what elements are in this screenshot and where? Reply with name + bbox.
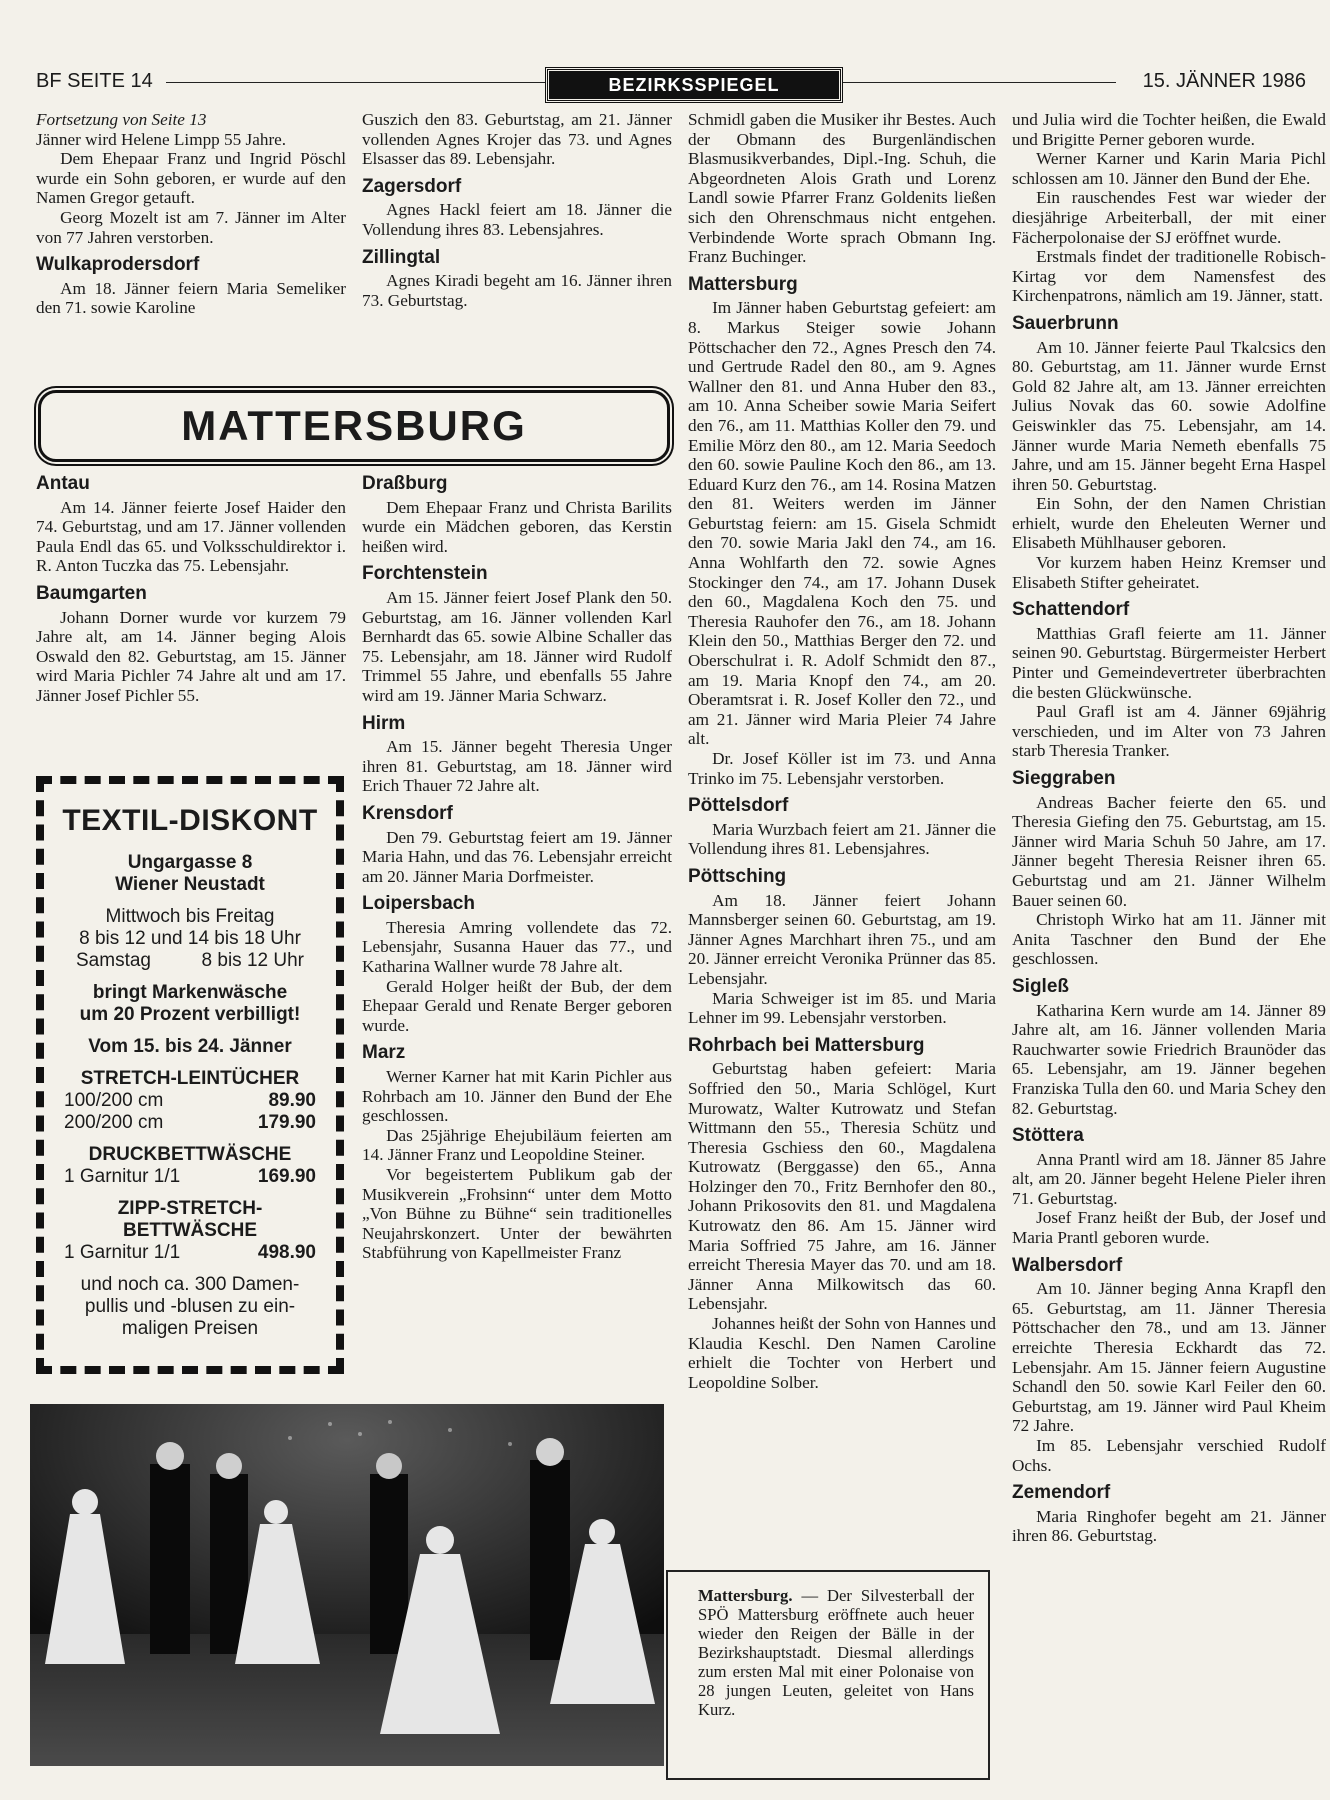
continuation-note: Fortsetzung von Seite 13: [36, 110, 207, 129]
section-heading: Loipersbach: [362, 893, 475, 915]
section-heading: Zagersdorf: [362, 175, 462, 197]
column-1: [36, 474, 346, 706]
ad-item-label: 200/200 cm: [64, 1112, 164, 1133]
ad-title: TEXTIL-DISKONT: [62, 804, 318, 837]
paragraph: Dem Ehepaar Franz und Ingrid Pöschl wurde ein Sohn geboren, er wurde auf den Namen Gregor getauft.: [36, 149, 346, 208]
section-heading: Baumgarten: [36, 582, 147, 604]
ad-promo: um 20 Prozent verbilligt!: [79, 1004, 301, 1025]
ad-dates: Vom 15. bis 24. Jänner: [88, 1036, 292, 1057]
paragraph: Geburtstag haben gefeiert: Maria Soffried den 50., Maria Schlögel, Kurt Murowatz, Walter Kutrowatz und Stefan Wittmann den 55., Theresia Schütz und Theresia Gschiess den 60., Magdalena Kutrowatz (Berggasse) den 65., Anna Holzinger den 70., Fritz Bernhofer den 80., Johann Prikosovits den 81. und Magdalena Kutrowatz den 86. Am 15. Jänner wird Maria Soffried 75 Jahre, am 16. Jänner erreicht Theresia Mayer das 70. und am 18. Jänner Anna Milkowitsch das 60. Lebensjahr.: [688, 1059, 996, 1314]
section-heading: Rohrbach bei Mattersburg: [688, 1034, 925, 1056]
column-2-top: [362, 110, 672, 310]
page-number: BF SEITE 14: [36, 70, 159, 93]
dancers-photo-illustration: [30, 1404, 664, 1766]
paragraph: Paul Grafl ist am 4. Jänner 69jährig verschieden, und im Alter von 73 Jahren starb Theresia Tranker.: [1012, 702, 1326, 761]
paragraph: Jänner wird Helene Limpp 55 Jahre.: [36, 129, 287, 149]
paragraph: Gerald Holger heißt der Bub, der dem Ehepaar Gerald und Renate Berger geboren wurde.: [362, 976, 672, 1035]
section-heading: Mattersburg: [688, 273, 798, 295]
section-heading: Marz: [362, 1042, 406, 1064]
paragraph: Am 14. Jänner feierte Josef Haider den 74. Geburtstag, und am 17. Jänner vollenden Paula Endl das 65. und Volksschuldirektor i. R. Anton Tuczka das 75. Lebensjahr.: [36, 497, 346, 576]
section-title: BEZIRKSSPIEGEL: [546, 68, 842, 102]
section-heading: Zemendorf: [1012, 1482, 1111, 1504]
paragraph: Johann Dorner wurde vor kurzem 79 Jahre alt, am 14. Jänner beging Alois Oswald den 82. Geburtstag, am 15. Jänner wird Maria Pichler 74 Jahre alt und am 17. Jänner Josef Pichler 55.: [36, 607, 346, 705]
ad-hours-time: 8 bis 12 Uhr: [201, 950, 304, 971]
ad-hours-label: Samstag: [76, 950, 151, 971]
section-heading: Krensdorf: [362, 802, 453, 824]
paragraph: Agnes Kiradi begeht am 16. Jänner ihren 73. Geburtstag.: [362, 271, 672, 310]
paragraph: und Julia wird die Tochter heißen, die Ewald und Brigitte Perner geboren wurde.: [1012, 110, 1326, 149]
ad-hours: Mittwoch bis Freitag: [105, 906, 275, 927]
paragraph: Dem Ehepaar Franz und Christa Barilits wurde ein Mädchen geboren, das Kerstin heißen wird.: [362, 497, 672, 556]
section-heading: Antau: [36, 473, 90, 494]
ad-price-row: [56, 1166, 324, 1188]
paragraph: Andreas Bacher feierte den 65. und Theresia Giefing den 75. Geburtstag, am 15. Jänner wird Maria Schuh 50 Jahre, am 17. Jänner begeht Theresia Reisner ihren 65. Geburtstag und am 21. Jänner Wilhelm Bauer seinen 60.: [1012, 792, 1326, 910]
ad-item-price: 498.90: [257, 1242, 316, 1263]
ad-item-price: 179.90: [257, 1112, 316, 1133]
paragraph: Am 18. Jänner feiert Johann Mannsberger seinen 60. Geburtstag, am 19. Jänner Agnes Marchhart ihren 75., und am 20. Jänner erreicht Veronika Prünner das 85. Lebensjahr.: [688, 890, 996, 988]
column-4: [1012, 110, 1326, 1546]
paragraph: Schmidl gaben die Musiker ihr Bestes. Auch der Obmann des Burgenländischen Blasmusikverbandes, Dipl.-Ing. Schuh, die Abgeordneten Alois Grath und Lorenz Landl sowie Pfarrer Franz Goldenits ließen sich den Ohrenschmaus nicht entgehen. Verbindende Worte sprach Obmann Ing. Franz Buchinger.: [688, 110, 996, 267]
ad-category: DRUCKBETTWÄSCHE: [88, 1144, 292, 1165]
section-heading: Sigleß: [1012, 975, 1070, 997]
paragraph: Ein rauschendes Fest war wieder der diesjährige Arbeiterball, der mit einer Fächerpolonaise der SJ eröffnet wurde.: [1012, 188, 1326, 247]
paragraph: Am 15. Jänner begeht Theresia Unger ihren 81. Geburtstag, am 18. Jänner wird Erich Thauer 72 Jahre alt.: [362, 737, 672, 796]
paragraph: Maria Ringhofer begeht am 21. Jänner ihren 86. Geburtstag.: [1012, 1506, 1326, 1546]
paragraph: Theresia Amring vollendete das 72. Lebensjahr, Susanna Hauer das 77., und Katharina Wallner wurde 78 Jahre alt.: [362, 917, 672, 977]
section-heading: Wulkaprodersdorf: [36, 254, 200, 276]
ad-footer: maligen Preisen: [121, 1318, 259, 1339]
ad-hours-saturday: [56, 950, 324, 972]
ad-item-label: 1 Garnitur 1/1: [64, 1242, 181, 1263]
paragraph: Josef Franz heißt der Bub, der Josef und Maria Prantl geboren wurde.: [1012, 1208, 1326, 1248]
ad-address-line: Ungargasse 8: [127, 852, 253, 873]
paragraph: Den 79. Geburtstag feiert am 19. Jänner Maria Hahn, und das 76. Lebensjahr erreicht am 20. Jänner Maria Dorfmeister.: [362, 827, 672, 886]
section-heading: Walbersdorf: [1012, 1254, 1123, 1276]
section-heading: Pöttsching: [688, 865, 787, 887]
section-heading: Forchtenstein: [362, 563, 488, 585]
caption-lead: Mattersburg.: [698, 1586, 793, 1605]
ad-price-row: [56, 1090, 324, 1112]
paragraph: Erstmals findet der traditionelle Robisch-Kirtag vor dem Namensfest des Kirchenpatrons, nämlich am 19. Jänner, statt.: [1012, 247, 1326, 306]
ad-footer: pullis und -blusen zu ein-: [84, 1296, 296, 1317]
ad-category: BETTWÄSCHE: [122, 1220, 258, 1241]
caption-text: — Der Silvesterball der SPÖ Mattersburg eröffnete auch heuer wieder den Reigen der Bälle in der Bezirkshauptstadt. Diesmal allerdings zum ersten Mal mit einer Polonaise von 28 jungen Leuten, geleitet von Hans Kurz.: [698, 1586, 974, 1719]
paragraph: Ein Sohn, der den Namen Christian erhielt, wurde den Eheleuten Werner und Elisabeth Mühlhauser geboren.: [1012, 494, 1326, 553]
ad-item-label: 100/200 cm: [64, 1090, 164, 1111]
paragraph: Guszich den 83. Geburtstag, am 21. Jänner vollenden Agnes Krojer das 73. und Agnes Elsasser das 89. Lebensjahr.: [362, 110, 672, 169]
section-heading: Zillingtal: [362, 246, 441, 268]
mattersburg-banner: [38, 390, 670, 462]
paragraph: Matthias Grafl feierte am 11. Jänner seinen 90. Geburtstag. Bürgermeister Herbert Pinter und Gemeindevertreter überbrachten die besten Glückwünsche.: [1012, 623, 1326, 702]
section-heading: Schattendorf: [1012, 599, 1130, 621]
paragraph: Werner Karner und Karin Maria Pichl schlossen am 10. Jänner den Bund der Ehe.: [1012, 149, 1326, 188]
banner-title: MATTERSBURG: [181, 402, 527, 449]
section-heading: Stöttera: [1012, 1125, 1084, 1147]
paragraph: Am 18. Jänner feiern Maria Semeliker den 71. sowie Karoline: [36, 278, 346, 318]
paragraph: Vor begeistertem Publikum gab der Musikverein „Frohsinn“ unter dem Motto „Von Bühne zu Bühne“ sein traditionelles Neujahrskonzert. Unter der bewährten Stabführung von Kapellmeister Franz: [362, 1165, 672, 1263]
paragraph: Dr. Josef Köller ist im 73. und Anna Trinko im 75. Lebensjahr verstorben.: [688, 749, 996, 788]
photo-caption: [666, 1570, 990, 1780]
page-header: [36, 68, 1306, 98]
column-2: [362, 474, 672, 1263]
paragraph: Vor kurzem haben Heinz Kremser und Elisabeth Stifter geheiratet.: [1012, 553, 1326, 592]
paragraph: Anna Prantl wird am 18. Jänner 85 Jahre alt, am 20. Jänner begeht Helene Pieler ihren 71. Geburtstag.: [1012, 1149, 1326, 1208]
ad-item-label: 1 Garnitur 1/1: [64, 1166, 181, 1187]
paragraph: Maria Wurzbach feiert am 21. Jänner die Vollendung ihres 81. Lebensjahres.: [688, 819, 996, 859]
paragraph: Christoph Wirko hat am 11. Jänner mit Anita Taschner den Bund der Ehe geschlossen.: [1012, 910, 1326, 969]
paragraph: Johannes heißt der Sohn von Hannes und Klaudia Keschl. Den Namen Caroline erhielt die Tochter von Herbert und Leopoldine Solber.: [688, 1314, 996, 1392]
issue-date: 15. JÄNNER 1986: [1137, 70, 1306, 93]
section-heading: Hirm: [362, 712, 406, 734]
ad-address-city: Wiener Neustadt: [115, 874, 265, 895]
ad-category: ZIPP-STRETCH-: [117, 1198, 263, 1219]
paragraph: Im 85. Lebensjahr verschied Rudolf Ochs.: [1012, 1436, 1326, 1475]
ad-price-row: [56, 1112, 324, 1134]
ad-promo: bringt Markenwäsche: [92, 982, 288, 1003]
paragraph: Am 10. Jänner feierte Paul Tkalcsics den 80. Geburtstag, am 11. Jänner wurde Ernst Gold 82 Jahre alt, am 13. Jänner erreichten Julius Novak das 60. sowie Adolfine Geiswinkler das 75. Lebensjahr, am 14. Jänner wurde Maria Nemeth ebenfalls 75 Jahre, und am 15. Jänner begeht Erna Haspel ihren 50. Geburtstag.: [1012, 337, 1326, 494]
section-heading: Sauerbrunn: [1012, 312, 1119, 334]
ad-price-row: [56, 1242, 324, 1264]
section-heading: Pöttelsdorf: [688, 795, 789, 817]
column-1-top: [36, 110, 346, 318]
ball-photo: [30, 1404, 664, 1766]
ad-category: STRETCH-LEINTÜCHER: [80, 1068, 300, 1089]
paragraph: Maria Schweiger ist im 85. und Maria Lehner im 99. Lebensjahr verstorben.: [688, 988, 996, 1028]
paragraph: Agnes Hackl feiert am 18. Jänner die Vollendung ihres 83. Lebensjahres.: [362, 200, 672, 239]
textil-diskont-ad: [36, 776, 344, 1374]
paragraph: Katharina Kern wurde am 14. Jänner 89 Jahre alt, am 16. Jänner vollenden Maria Rauchwarter sowie Friedrich Braunöder das 65. Lebensjahr, am 19. Jänner begehen Franziska Tulla den 60. und Maria Schey den 82. Geburtstag.: [1012, 1000, 1326, 1118]
column-3: [688, 110, 996, 1392]
ad-hours: 8 bis 12 und 14 bis 18 Uhr: [79, 928, 301, 949]
paragraph: Am 15. Jänner feiert Josef Plank den 50. Geburtstag, am 16. Jänner vollenden Karl Bernhardt das 65. sowie Albine Schaller das 75. Lebensjahr, am 18. Jänner wird Rudolf Trimmel 55 Jahre, und ebenfalls 55 Jahre wird am 19. Jänner Maria Schwarz.: [362, 587, 672, 705]
paragraph: Im Jänner haben Geburtstag gefeiert: am 8. Markus Steiger sowie Johann Pöttschacher den 72., Agnes Presch den 74. und Gertrude Radel den 80., am 9. Agnes Wallner den 81. und Anna Huber den 83., am 10. Anna Scheiber sowie Maria Seifert den 76., am 11. Matthias Koller den 79. und Emilie Mörz den 80., am 12. Maria Seedoch den 60. sowie Pauline Koch den 86., am 13. Eduard Kurz den 76., am 14. Rosina Matzen den 81. Weiters werden im Jänner Geburtstag feiern: am 15. Gisela Schmidt den 70. sowie Maria Jakl den 74., am 16. Anna Wohlfarth den 72. sowie Agnes Stockinger den 74., am 17. Johann Dusek den 60., Magdalena Koch den 75. und Theresia Rauhofer den 76., am 18. Johann Klein den 50., Matthias Berger den 72. und Oberschulrat i. R. Adolf Schmidt den 87., am 19. Maria Knopf den 74., am 20. Oberamtsrat i. R. Josef Koller den 72., und am 21. Jänner wird Maria Pleier 74 Jahre alt.: [688, 298, 996, 749]
section-heading: Sieggraben: [1012, 768, 1116, 789]
ad-footer: und noch ca. 300 Damen-: [80, 1274, 300, 1295]
ad-item-price: 169.90: [257, 1166, 316, 1187]
paragraph: Georg Mozelt ist am 7. Jänner im Alter von 77 Jahren verstorben.: [36, 207, 346, 247]
section-heading: Draßburg: [362, 473, 448, 494]
paragraph: Werner Karner hat mit Karin Pichler aus Rohrbach am 10. Jänner den Bund der Ehe geschlossen.: [362, 1067, 672, 1126]
paragraph: Am 10. Jänner beging Anna Krapfl den 65. Geburtstag, am 11. Jänner Theresia Pöttschacher den 78., und am 13. Jänner erreichte Theresia Eckhardt das 72. Lebensjahr. Am 15. Jänner feiern Augustine Schandl den 50. sowie Karl Feiler den 60. Geburtstag, am 19. Jänner wird Paul Kheim 72 Jahre.: [1012, 1279, 1326, 1436]
paragraph: Das 25jährige Ehejubiläum feierten am 14. Jänner Franz und Leopoldine Steiner.: [362, 1125, 672, 1165]
ad-item-price: 89.90: [268, 1090, 316, 1111]
